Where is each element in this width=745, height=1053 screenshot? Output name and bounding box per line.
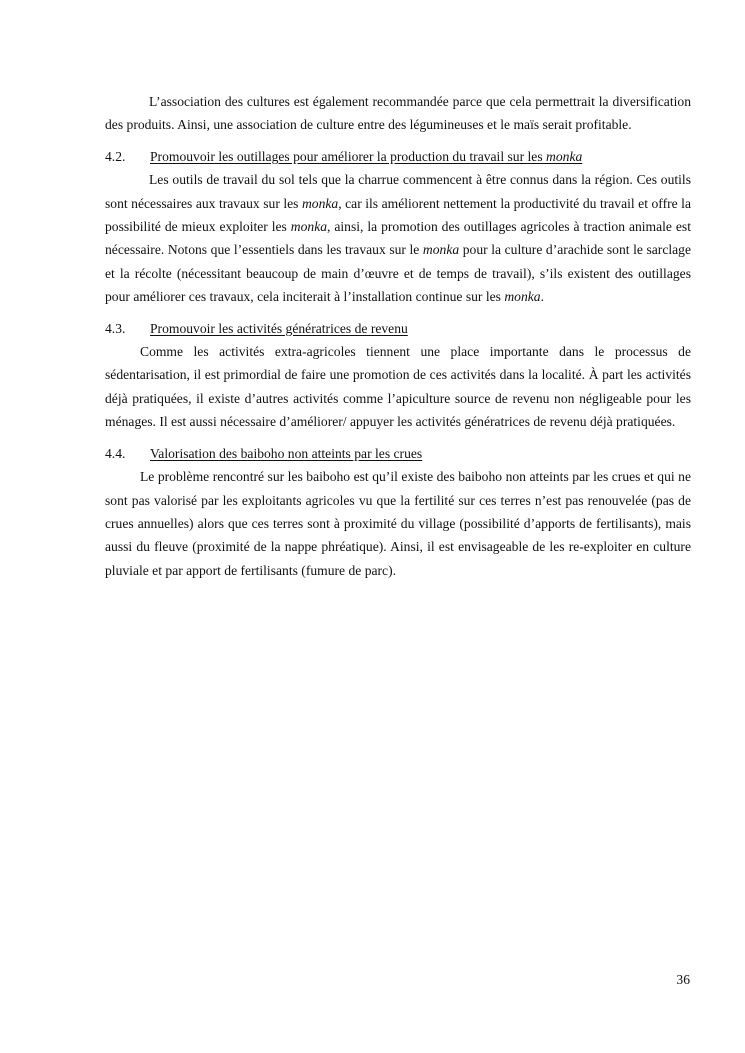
section-number: 4.3. [105, 320, 126, 336]
section-4-2 [105, 145, 691, 309]
section-body: Le problème rencontré sur les baiboho est qu’il existe des baiboho non atteints par les crues et qui ne sont pas valorisé par les exploitants agricoles vu que la fertilité sur ces terres n’est pas renouvelée (pas de crues annuelles) alors que ces terres sont à proximité du village (possibilité d’apports de fertilisants), mais aussi du fleuve (proximité de la nappe phréatique). Ainsi, il est envisageable de les re-exploiter en culture pluviale et par apport de fertilisants (fumure de parc). [105, 469, 691, 578]
document-page [105, 90, 691, 582]
section-body: Comme les activités extra-agricoles tiennent une place importante dans le processus de sédentarisation, il est primordial de faire une promotion de ces activités dans la localité. À part les activités déjà pratiquées, il existe d’autres activités comme l’apiculture source de revenu non négligeable pour les ménages. Il est aussi nécessaire d’améliorer/ appuyer les activités génératrices de revenu déjà pratiquées. [105, 344, 691, 430]
section-title: Promouvoir les activités génératrices de revenu [150, 320, 408, 336]
section-number: 4.4. [105, 445, 126, 461]
section-body: Les outils de travail du sol tels que la charrue commencent à être connus dans la région. Ces outils sont nécessaires aux travaux sur les monka, car ils améliorent nettement la productivité du travail et offre la possibilité de mieux exploiter les monka, ainsi, la promotion des outillages agricoles à traction animale est nécessaire. Notons que l’essentiels dans les travaux sur le monka pour la culture d’arachide sont le sarclage et la récolte (nécessitant beaucoup de main d’œuvre et de temps de travail), s’ils existent des outillages pour améliorer ces travaux, cela inciterait à l’installation continue sur les monka. [105, 172, 692, 305]
section-title: Valorisation des baiboho non atteints par les crues [150, 445, 423, 461]
section-heading [105, 145, 691, 168]
section-heading [105, 317, 691, 340]
section-number: 4.2. [105, 148, 126, 164]
page-number: 36 [676, 972, 690, 987]
section-4-3 [105, 317, 691, 434]
intro-paragraph: L’association des cultures est également recommandée parce que cela permettrait la diversification des produits. Ainsi, une association de culture entre des légumineuses et le maïs serait profitable. [105, 94, 691, 133]
section-heading [105, 442, 691, 465]
section-title: Promouvoir les outillages pour améliorer la production du travail sur les monka [150, 148, 583, 164]
section-4-4 [105, 442, 691, 582]
